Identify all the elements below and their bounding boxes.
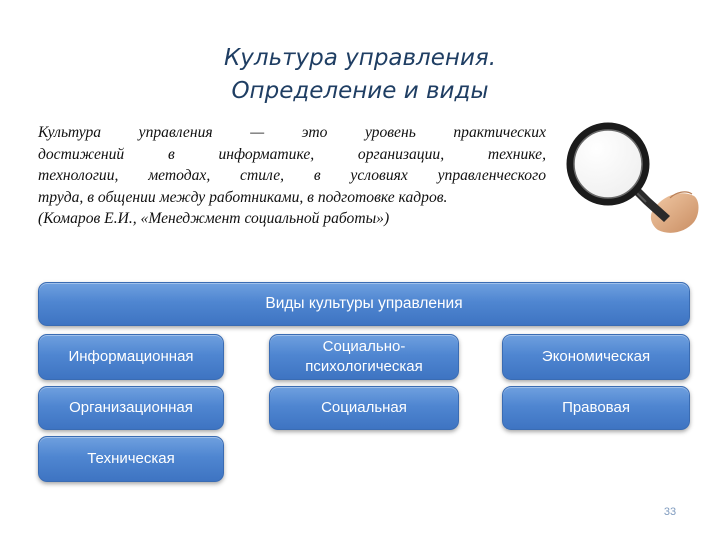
definition-source: (Комаров Е.И., «Менеджмент социальной работы») xyxy=(38,210,390,227)
title-line-1: Культура управления. xyxy=(223,45,497,71)
page-number: 33 xyxy=(663,506,677,518)
type-box-socio-psychological: Социально-психологическая xyxy=(269,334,459,380)
definition-line: технологии, методах, стиле, в условиях управленческого xyxy=(38,167,546,184)
type-box-legal: Правовая xyxy=(502,386,690,430)
definition-line: Культура управления — это уровень практических xyxy=(38,124,546,141)
slide-title xyxy=(150,42,570,108)
magnifying-glass-icon xyxy=(558,118,700,238)
type-box-economic: Экономическая xyxy=(502,334,690,380)
type-box-informational: Информационная xyxy=(38,334,224,380)
diagram-header: Виды культуры управления xyxy=(38,282,690,326)
definition-line: труда, в общении между работниками, в подготовке кадров. xyxy=(38,188,448,206)
definition-text xyxy=(38,122,546,230)
type-box-technical: Техническая xyxy=(38,436,224,482)
title-line-2: Определение и виды xyxy=(231,78,489,104)
definition-line: достижений в информатике, организации, технике, xyxy=(38,145,546,163)
type-box-social: Социальная xyxy=(269,386,459,430)
type-box-organizational: Организационная xyxy=(38,386,224,430)
